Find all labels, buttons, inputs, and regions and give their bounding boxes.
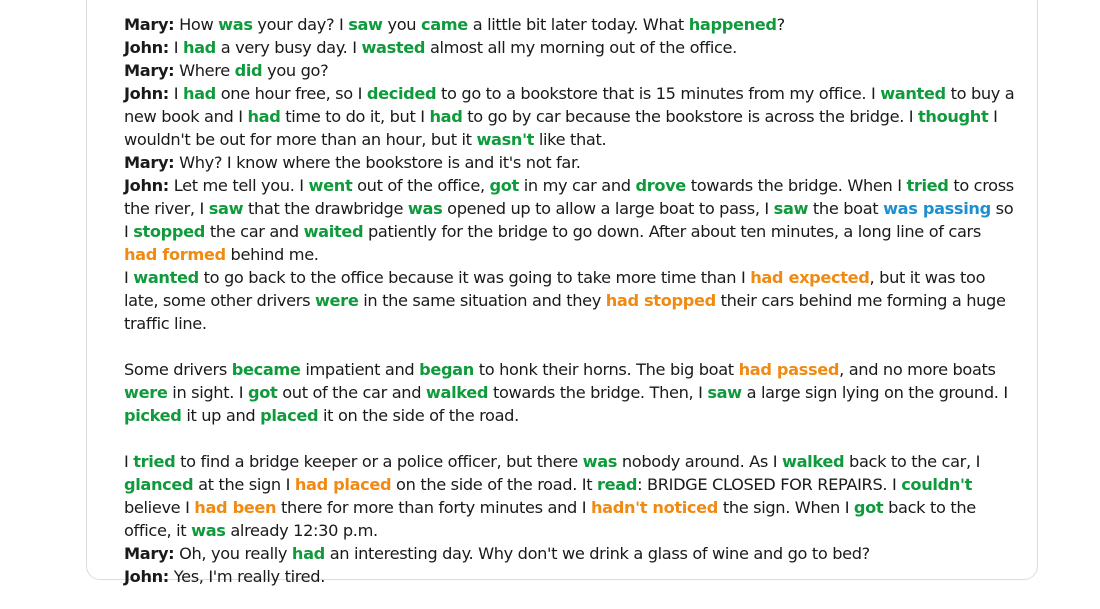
simple-past-verb: got	[489, 176, 519, 195]
dialogue-paragraph	[124, 151, 1016, 174]
text-segment: believe I	[124, 498, 195, 517]
simple-past-verb: had	[182, 38, 216, 57]
speaker-label: Mary:	[124, 544, 175, 563]
text-segment: out of the car and	[277, 383, 426, 402]
text-segment: Let me tell you. I	[168, 176, 309, 195]
simple-past-verb: saw	[707, 383, 742, 402]
simple-past-verb: thought	[918, 107, 989, 126]
text-segment: opened up to allow a large boat to pass, I	[442, 199, 774, 218]
simple-past-verb: tried	[133, 452, 176, 471]
simple-past-verb: saw	[208, 199, 244, 218]
dialogue-text	[124, 13, 1016, 588]
speaker-label: Mary:	[124, 153, 175, 172]
text-segment: towards the bridge. Then, I	[488, 383, 708, 402]
speaker-label: John:	[124, 176, 169, 195]
dialogue-paragraph	[124, 36, 1016, 59]
text-segment: I	[124, 268, 134, 287]
text-segment: almost all my morning out of the office.	[425, 38, 737, 57]
simple-past-verb: couldn't	[901, 475, 972, 494]
simple-past-verb: came	[420, 15, 468, 34]
simple-past-verb: decided	[366, 84, 437, 103]
dialogue-paragraph	[124, 82, 1016, 151]
text-segment: in sight. I	[167, 383, 249, 402]
paragraph-spacer	[124, 335, 1016, 358]
text-segment: there for more than forty minutes and I	[276, 498, 591, 517]
simple-past-verb: read	[597, 475, 638, 494]
simple-past-verb: drove	[635, 176, 686, 195]
text-segment: How	[174, 15, 219, 34]
simple-past-verb: had	[429, 107, 463, 126]
text-segment: like that.	[534, 130, 607, 149]
past-perfect-verb: had placed	[294, 475, 392, 494]
dialogue-paragraph	[124, 565, 1016, 588]
text-segment: that the drawbridge	[243, 199, 408, 218]
text-segment: I wouldn't be out for more than an hour, but it	[124, 107, 998, 149]
text-segment: already 12:30 p.m.	[225, 521, 378, 540]
text-segment: I	[168, 84, 183, 103]
text-segment: to buy a new book and I	[124, 84, 1015, 126]
dialogue-paragraph	[124, 358, 1016, 427]
simple-past-verb: happened	[688, 15, 777, 34]
simple-past-verb: saw	[348, 15, 383, 34]
simple-past-verb: waited	[303, 222, 364, 241]
simple-past-verb: were	[314, 291, 359, 310]
past-perfect-verb: had formed	[124, 245, 226, 264]
text-segment: the car and	[205, 222, 304, 241]
dialogue-paragraph	[124, 450, 1016, 542]
simple-past-verb: was	[582, 452, 618, 471]
text-segment: to cross the river, I	[124, 176, 1014, 218]
text-segment: to find a bridge keeper or a police officer, but there	[175, 452, 583, 471]
text-segment: to go back to the office because it was going to take more time than I	[198, 268, 751, 287]
simple-past-verb: wasted	[361, 38, 426, 57]
simple-past-verb: became	[231, 360, 301, 379]
text-segment: to go to a bookstore that is 15 minutes from my office. I	[436, 84, 881, 103]
text-segment: back to the car, I	[844, 452, 980, 471]
text-segment: patiently for the bridge to go down. After about ten minutes, a long line of cars	[363, 222, 981, 241]
text-segment: : BRIDGE CLOSED FOR REPAIRS. I	[637, 475, 902, 494]
simple-past-verb: glanced	[124, 475, 194, 494]
speaker-label: John:	[124, 38, 169, 57]
simple-past-verb: went	[308, 176, 353, 195]
simple-past-verb: was	[218, 15, 253, 34]
text-segment: so I	[124, 199, 1014, 241]
text-segment: a large sign lying on the ground. I	[741, 383, 1008, 402]
simple-past-verb: tried	[906, 176, 949, 195]
text-segment: on the side of the road. It	[391, 475, 598, 494]
text-segment: towards the bridge. When I	[685, 176, 907, 195]
simple-past-verb: walked	[425, 383, 489, 402]
text-segment: out of the office,	[352, 176, 490, 195]
simple-past-verb: wasn't	[476, 130, 535, 149]
dialogue-paragraph	[124, 13, 1016, 36]
simple-past-verb: were	[124, 383, 168, 402]
simple-past-verb: walked	[782, 452, 845, 471]
text-segment: I	[124, 452, 134, 471]
text-segment: your day? I	[252, 15, 349, 34]
text-segment: it up and	[181, 406, 261, 425]
text-segment: Some drivers	[124, 360, 232, 379]
text-segment: you go?	[262, 61, 329, 80]
text-segment: Yes, I'm really tired.	[168, 567, 325, 586]
speaker-label: Mary:	[124, 61, 175, 80]
paragraph-spacer	[124, 427, 1016, 450]
text-segment: impatient and	[300, 360, 420, 379]
dialogue-paragraph	[124, 266, 1016, 335]
text-segment: Where	[174, 61, 235, 80]
past-perfect-verb: hadn't noticed	[590, 498, 719, 517]
simple-past-verb: was	[407, 199, 443, 218]
simple-past-verb: placed	[260, 406, 319, 425]
simple-past-verb: did	[234, 61, 263, 80]
simple-past-verb: picked	[124, 406, 182, 425]
dialogue-paragraph	[124, 59, 1016, 82]
simple-past-verb: stopped	[133, 222, 206, 241]
text-segment: back to the office, it	[124, 498, 976, 540]
text-segment: their cars behind me forming a huge traffic line.	[124, 291, 1006, 333]
text-segment: Oh, you really	[174, 544, 292, 563]
text-segment: it on the side of the road.	[318, 406, 519, 425]
dialogue-paragraph	[124, 174, 1016, 266]
text-segment: in my car and	[518, 176, 636, 195]
text-segment: , but it was too late, some other drivers	[124, 268, 986, 310]
text-segment: the boat	[808, 199, 884, 218]
simple-past-verb: wanted	[133, 268, 199, 287]
text-segment: ?	[776, 15, 785, 34]
simple-past-verb: was	[191, 521, 226, 540]
text-segment: to go by car because the bookstore is across the bridge. I	[462, 107, 919, 126]
text-segment: in the same situation and they	[358, 291, 606, 310]
speaker-label: John:	[124, 84, 169, 103]
text-segment: a little bit later today. What	[467, 15, 689, 34]
text-segment: the sign. When I	[718, 498, 854, 517]
text-segment: time to do it, but I	[280, 107, 430, 126]
simple-past-verb: got	[853, 498, 884, 517]
text-segment: a very busy day. I	[215, 38, 362, 57]
text-segment: you	[382, 15, 421, 34]
text-segment: at the sign I	[193, 475, 295, 494]
simple-past-verb: had	[291, 544, 325, 563]
simple-past-verb: saw	[773, 199, 809, 218]
speaker-label: John:	[124, 567, 169, 586]
text-segment: I	[168, 38, 183, 57]
text-segment: an interesting day. Why don't we drink a glass of wine and go to bed?	[324, 544, 870, 563]
simple-past-verb: had	[182, 84, 216, 103]
speaker-label: Mary:	[124, 15, 175, 34]
text-segment: nobody around. As I	[617, 452, 782, 471]
simple-past-verb: began	[419, 360, 474, 379]
text-segment: to honk their horns. The big boat	[473, 360, 739, 379]
simple-past-verb: wanted	[880, 84, 946, 103]
past-perfect-verb: had passed	[738, 360, 840, 379]
past-continuous-verb: was passing	[883, 199, 991, 218]
text-segment: , and no more boats	[839, 360, 996, 379]
simple-past-verb: got	[248, 383, 278, 402]
past-perfect-verb: had been	[194, 498, 277, 517]
past-perfect-verb: had expected	[750, 268, 870, 287]
simple-past-verb: had	[247, 107, 281, 126]
text-segment: one hour free, so I	[215, 84, 367, 103]
dialogue-paragraph	[124, 542, 1016, 565]
text-segment: behind me.	[225, 245, 319, 264]
text-segment: Why? I know where the bookstore is and it's not far.	[174, 153, 581, 172]
past-perfect-verb: had stopped	[605, 291, 716, 310]
